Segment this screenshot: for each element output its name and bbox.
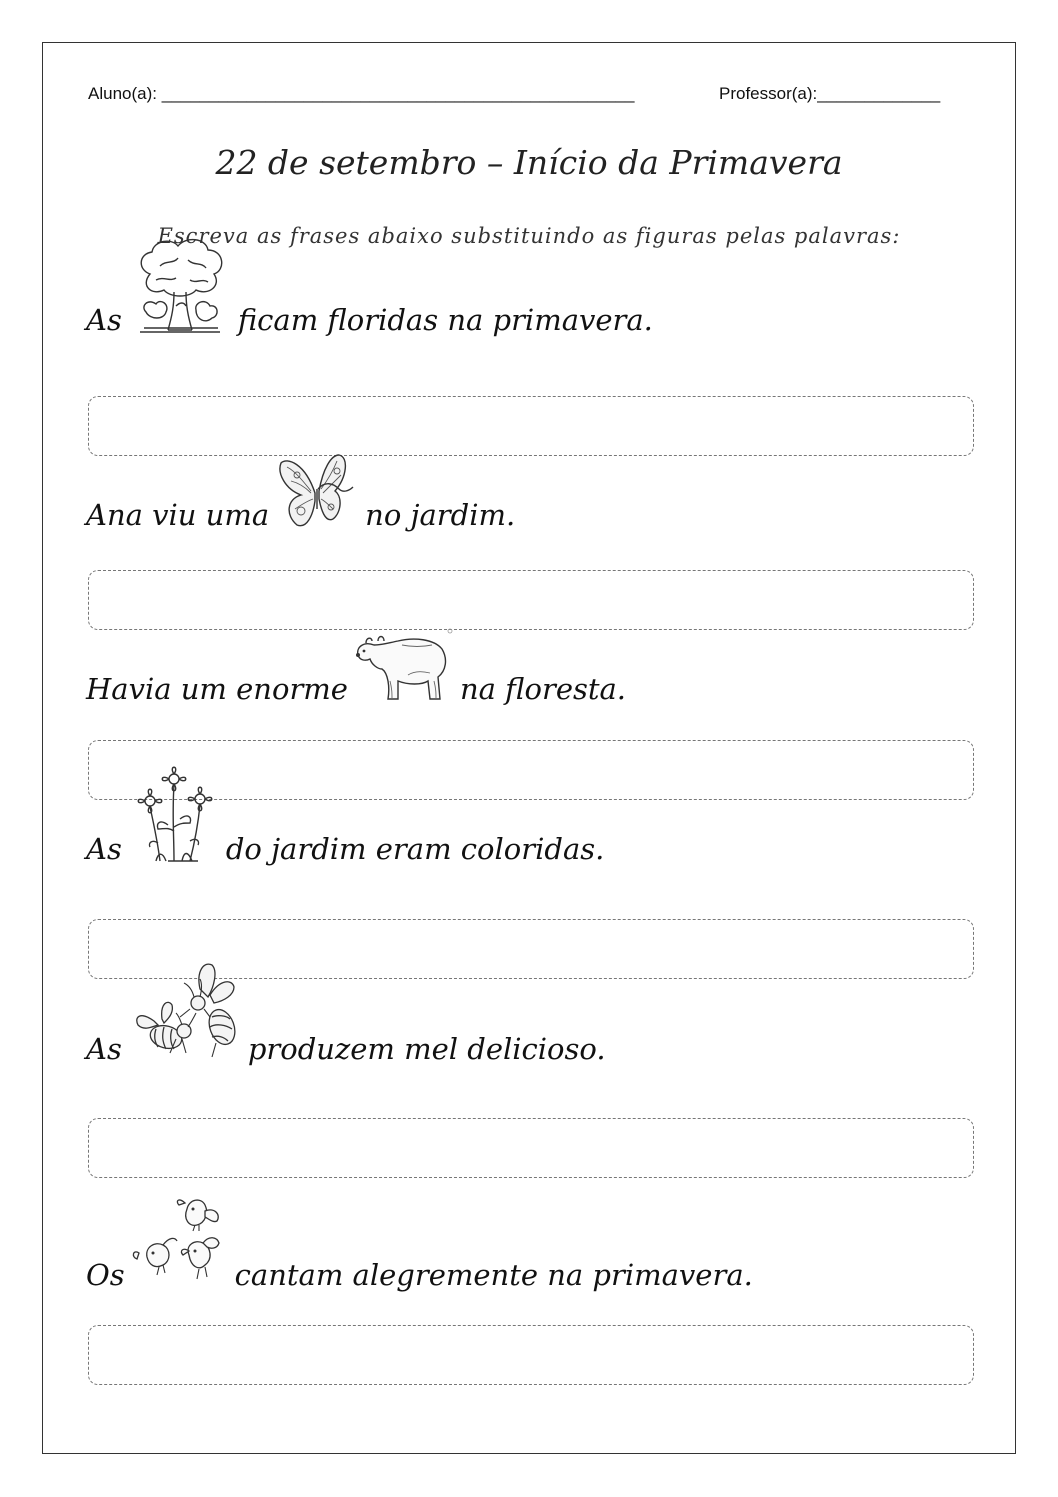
sentence-3	[86, 652, 626, 712]
sentence-1	[86, 283, 653, 343]
bees-icon	[130, 961, 240, 1072]
page-title: 22 de setembro – Início da Primavera	[215, 143, 843, 182]
sentence-6	[86, 1238, 753, 1298]
sentence-3-before: Havia um enorme	[86, 672, 348, 706]
sentence-3-after: na floresta.	[459, 672, 627, 706]
sentence-4-before: As	[86, 832, 122, 866]
answer-box-3[interactable]	[88, 740, 974, 800]
flowers-icon	[128, 765, 220, 872]
sentence-4-after: do jardim eram coloridas.	[225, 832, 605, 866]
sentence-5-before: As	[86, 1032, 122, 1066]
answer-box-6[interactable]	[88, 1325, 974, 1385]
sentence-6-after: cantam alegremente na primavera.	[234, 1258, 753, 1292]
birds-icon	[129, 1195, 225, 1298]
sentence-2	[86, 478, 515, 538]
instruction-text: Escreva as frases abaixo substituindo as figuras pelas palavras:	[157, 224, 901, 248]
tree-icon	[130, 236, 230, 343]
sentence-5-after: produzem mel delicioso.	[247, 1032, 606, 1066]
sentence-5	[86, 1012, 606, 1072]
answer-box-2[interactable]	[88, 570, 974, 630]
bear-icon	[352, 625, 456, 712]
header	[88, 84, 968, 110]
sentence-1-before: As	[86, 303, 122, 337]
butterfly-icon	[277, 453, 357, 538]
sentence-2-after: no jardim.	[365, 498, 516, 532]
sentence-1-after: ficam floridas na primavera.	[237, 303, 653, 337]
sentence-6-before: Os	[86, 1258, 125, 1292]
answer-box-5[interactable]	[88, 1118, 974, 1178]
teacher-name-field[interactable]: Professor(a):_____________	[719, 84, 941, 103]
student-name-field[interactable]: Aluno(a): __________________________________________________	[88, 84, 635, 103]
sentence-4	[86, 812, 604, 872]
answer-box-1[interactable]	[88, 396, 974, 456]
sentence-2-before: Ana viu uma	[86, 498, 270, 532]
